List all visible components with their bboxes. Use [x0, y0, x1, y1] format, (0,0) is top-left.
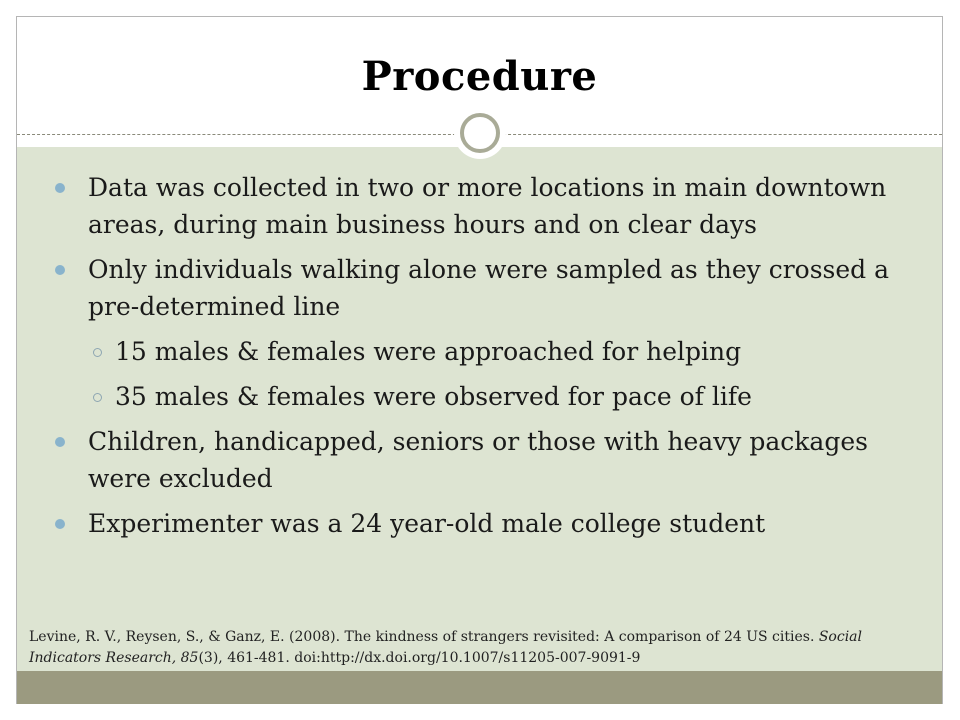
bullet-item [55, 169, 915, 243]
circle-ornament-icon [454, 107, 506, 159]
sub-bullet-text: 35 males & females were observed for pace of life [115, 382, 752, 411]
bullet-dot-icon [55, 519, 65, 529]
bullet-text: Experimenter was a 24 year-old male college student [88, 509, 766, 538]
bullet-list [55, 169, 915, 550]
footer-band [17, 671, 942, 704]
sub-bullet-item [55, 333, 915, 370]
bullet-text: Only individuals walking alone were sampled as they crossed a pre-determined line [88, 255, 890, 321]
bullet-dot-icon [55, 183, 65, 193]
sub-bullet-item [55, 378, 915, 415]
bullet-dot-icon [55, 437, 65, 447]
bullet-text: Children, handicapped, seniors or those with heavy packages were excluded [88, 427, 868, 493]
bullet-item [55, 423, 915, 497]
bullet-item [55, 505, 915, 542]
ornament-ring [460, 113, 500, 153]
sub-bullet-text: 15 males & females were approached for helping [115, 337, 742, 366]
bullet-dot-icon [55, 265, 65, 275]
citation-journal: Social Indicators Research, 85 [29, 629, 863, 666]
ring-bullet-icon [93, 348, 102, 357]
citation-details: (3), 461-481. doi:http://dx.doi.org/10.1007/s11205-007-9091-9 [198, 650, 641, 666]
ring-bullet-icon [93, 393, 102, 402]
citation [29, 627, 934, 669]
bullet-text: Data was collected in two or more locations in main downtown areas, during main business hours and on clear days [88, 173, 887, 239]
slide-title: Procedure [361, 53, 598, 100]
citation-authors-title: Levine, R. V., Reysen, S., & Ganz, E. (2008). The kindness of strangers revisited: A comparison of 24 US cities. [29, 629, 819, 645]
bullet-item [55, 251, 915, 325]
slide [16, 16, 943, 704]
